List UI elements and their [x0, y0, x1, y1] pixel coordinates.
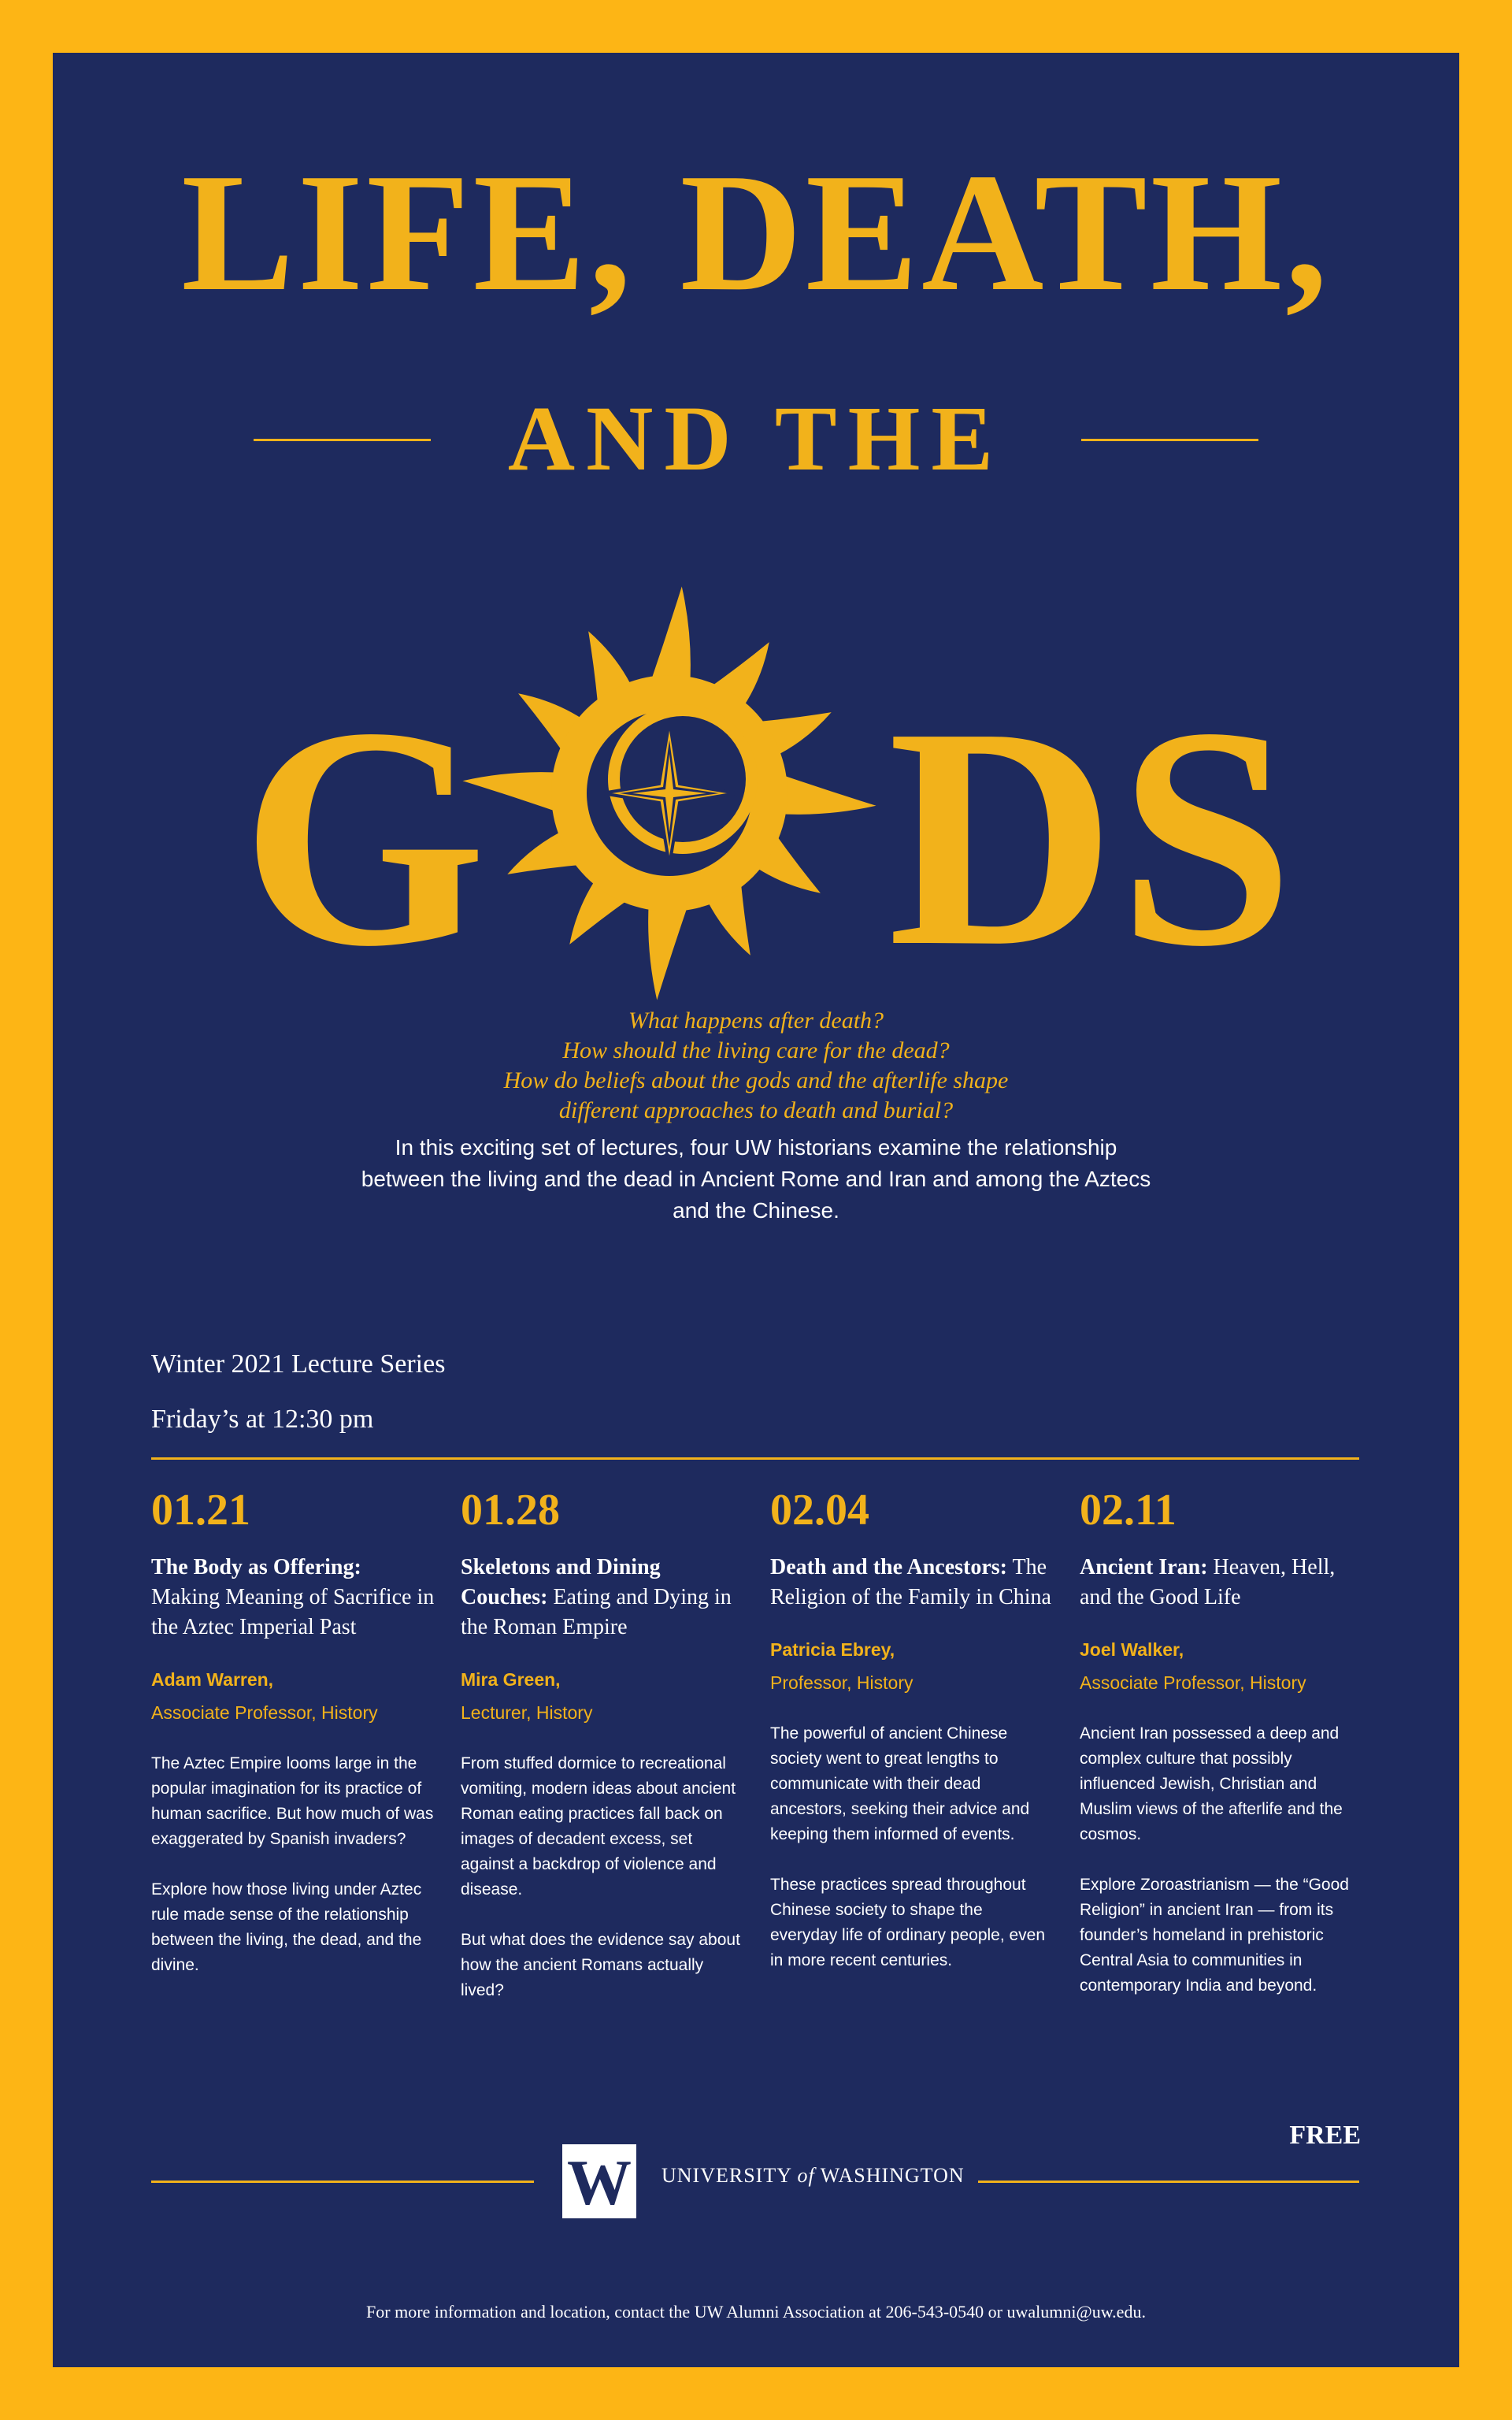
lecture-para-2: Explore Zoroastrianism — the “Good Religion” in ancient Iran — from its founder’s homeland in prehistoric Central Asia to communities in contemporary India and beyond.: [1080, 1876, 1349, 1995]
subtitle-and-the: AND THE: [507, 387, 1005, 490]
question-3: How do beliefs about the gods and the afterlife shape: [503, 1067, 1009, 1093]
university-name-post: WASHINGTON: [820, 2164, 965, 2187]
lecture-speaker: Adam Warren,: [151, 1669, 274, 1690]
lecture-date: 02.11: [1080, 1486, 1177, 1535]
sun-icon: [462, 586, 876, 1000]
sun-ray: [776, 773, 876, 815]
lecture-para-1: From stuffed dormice to recreational vomiting, modern ideas about ancient Roman eating practices fall back on images of decadent excess, set against a backdrop of violence and disease.: [461, 1754, 736, 1899]
series-name: Winter 2021 Lecture Series: [151, 1349, 446, 1379]
lecture-para-2: Explore how those living under Aztec rule made sense of the relationship between the living, the dead, and the divine.: [151, 1880, 422, 1974]
lecture-body: [461, 1751, 744, 2003]
footer-rule-right: [978, 2181, 1359, 2183]
uw-w-icon: [562, 2144, 636, 2218]
lecture-title-bold: Death and the Ancestors:: [770, 1555, 1007, 1579]
lecture-body: [770, 1721, 1054, 1973]
lecture-2: [461, 1479, 744, 2028]
series-time: Friday’s at 12:30 pm: [151, 1405, 374, 1434]
lecture-role: Associate Professor, History: [1080, 1672, 1306, 1693]
lecture-role: Associate Professor, History: [151, 1702, 378, 1723]
divider: [151, 1457, 1359, 1460]
lecture-body: [151, 1751, 435, 1978]
gods-title: [53, 525, 1459, 1014]
lecture-title: [770, 1553, 1054, 1613]
lecture-title: [461, 1553, 744, 1642]
lecture-title: [1080, 1553, 1363, 1613]
lecture-speaker: Mira Green,: [461, 1669, 561, 1690]
lecture-4: [1080, 1479, 1363, 2024]
lecture-title-bold: Skeletons and Dining Couches:: [461, 1555, 661, 1609]
question-2: How should the living care for the dead?: [562, 1037, 950, 1063]
university-name: [662, 2164, 965, 2188]
lecture-title-rest: Eating and Dying in the Roman Empire: [461, 1585, 732, 1639]
lecture-body: [1080, 1721, 1363, 1999]
question-1: What happens after death?: [628, 1008, 884, 1034]
sun-ray: [648, 900, 690, 1000]
intro-text: In this exciting set of lectures, four UW historians examine the relationship between the living and the dead in Ancient Rome and Iran and among the Aztecs and the Chinese.: [361, 1135, 1151, 1223]
lecture-para-1: The Aztec Empire looms large in the popular imagination for its practice of human sacrifice. But how much of was exaggerated by Spanish invaders?: [151, 1754, 434, 1848]
lecture-role: Lecturer, History: [461, 1702, 593, 1723]
questions: [53, 1006, 1459, 1126]
gods-letter-g: G: [241, 663, 487, 1011]
lecture-date: 02.04: [770, 1486, 869, 1535]
lecture-title-bold: The Body as Offering:: [151, 1555, 361, 1579]
uw-logo: [562, 2144, 636, 2218]
lecture-para-1: The powerful of ancient Chinese society went to great lengths to communicate with their dead ancestors, seeking their advice and keeping them informed of events.: [770, 1724, 1030, 1843]
free-label: FREE: [1289, 2121, 1361, 2150]
lecture-role: Professor, History: [770, 1672, 914, 1693]
lecture-para-2: But what does the evidence say about how the ancient Romans actually lived?: [461, 1931, 740, 1999]
lecture-title-bold: Ancient Iran:: [1080, 1555, 1208, 1579]
subtitle-row: [53, 387, 1459, 490]
svg-text:W: W: [567, 2147, 632, 2218]
lecture-1: [151, 1479, 435, 2003]
lecture-3: [770, 1479, 1054, 1999]
university-name-of: of: [797, 2164, 815, 2187]
lecture-speaker: Patricia Ebrey,: [770, 1639, 895, 1660]
lecture-title-rest: The Religion of the Family in China: [770, 1555, 1051, 1609]
subtitle-rule-right: [1081, 439, 1258, 441]
lecture-speaker: Joel Walker,: [1080, 1639, 1184, 1660]
title-line-1: LIFE, DEATH,: [181, 138, 1331, 326]
series-info: [151, 1337, 445, 1447]
gods-letters-ds: DS: [888, 663, 1297, 1011]
lecture-para-1: Ancient Iran possessed a deep and complex culture that possibly influenced Jewish, Christian and Muslim views of the afterlife and the cosmos.: [1080, 1724, 1343, 1843]
lecture-date: 01.28: [461, 1486, 560, 1535]
lecture-title: [151, 1553, 435, 1642]
sun-ray: [649, 586, 691, 687]
footer-rule-left: [151, 2181, 534, 2183]
lecture-title-rest: Heaven, Hell, and the Good Life: [1080, 1555, 1336, 1609]
poster: [53, 53, 1459, 2367]
lecture-title-rest: Making Meaning of Sacrifice in the Aztec Imperial Past: [151, 1585, 435, 1639]
lecture-para-2: These practices spread throughout Chinese society to shape the everyday life of ordinary people, even in more recent centuries.: [770, 1876, 1046, 1969]
university-name-pre: UNIVERSITY: [662, 2164, 792, 2187]
question-4: different approaches to death and burial?: [558, 1097, 954, 1123]
footer-contact: For more information and location, contact the UW Alumni Association at 206-543-0540 or uwalumni@uw.edu.: [366, 2302, 1146, 2322]
lecture-date: 01.21: [151, 1486, 250, 1535]
